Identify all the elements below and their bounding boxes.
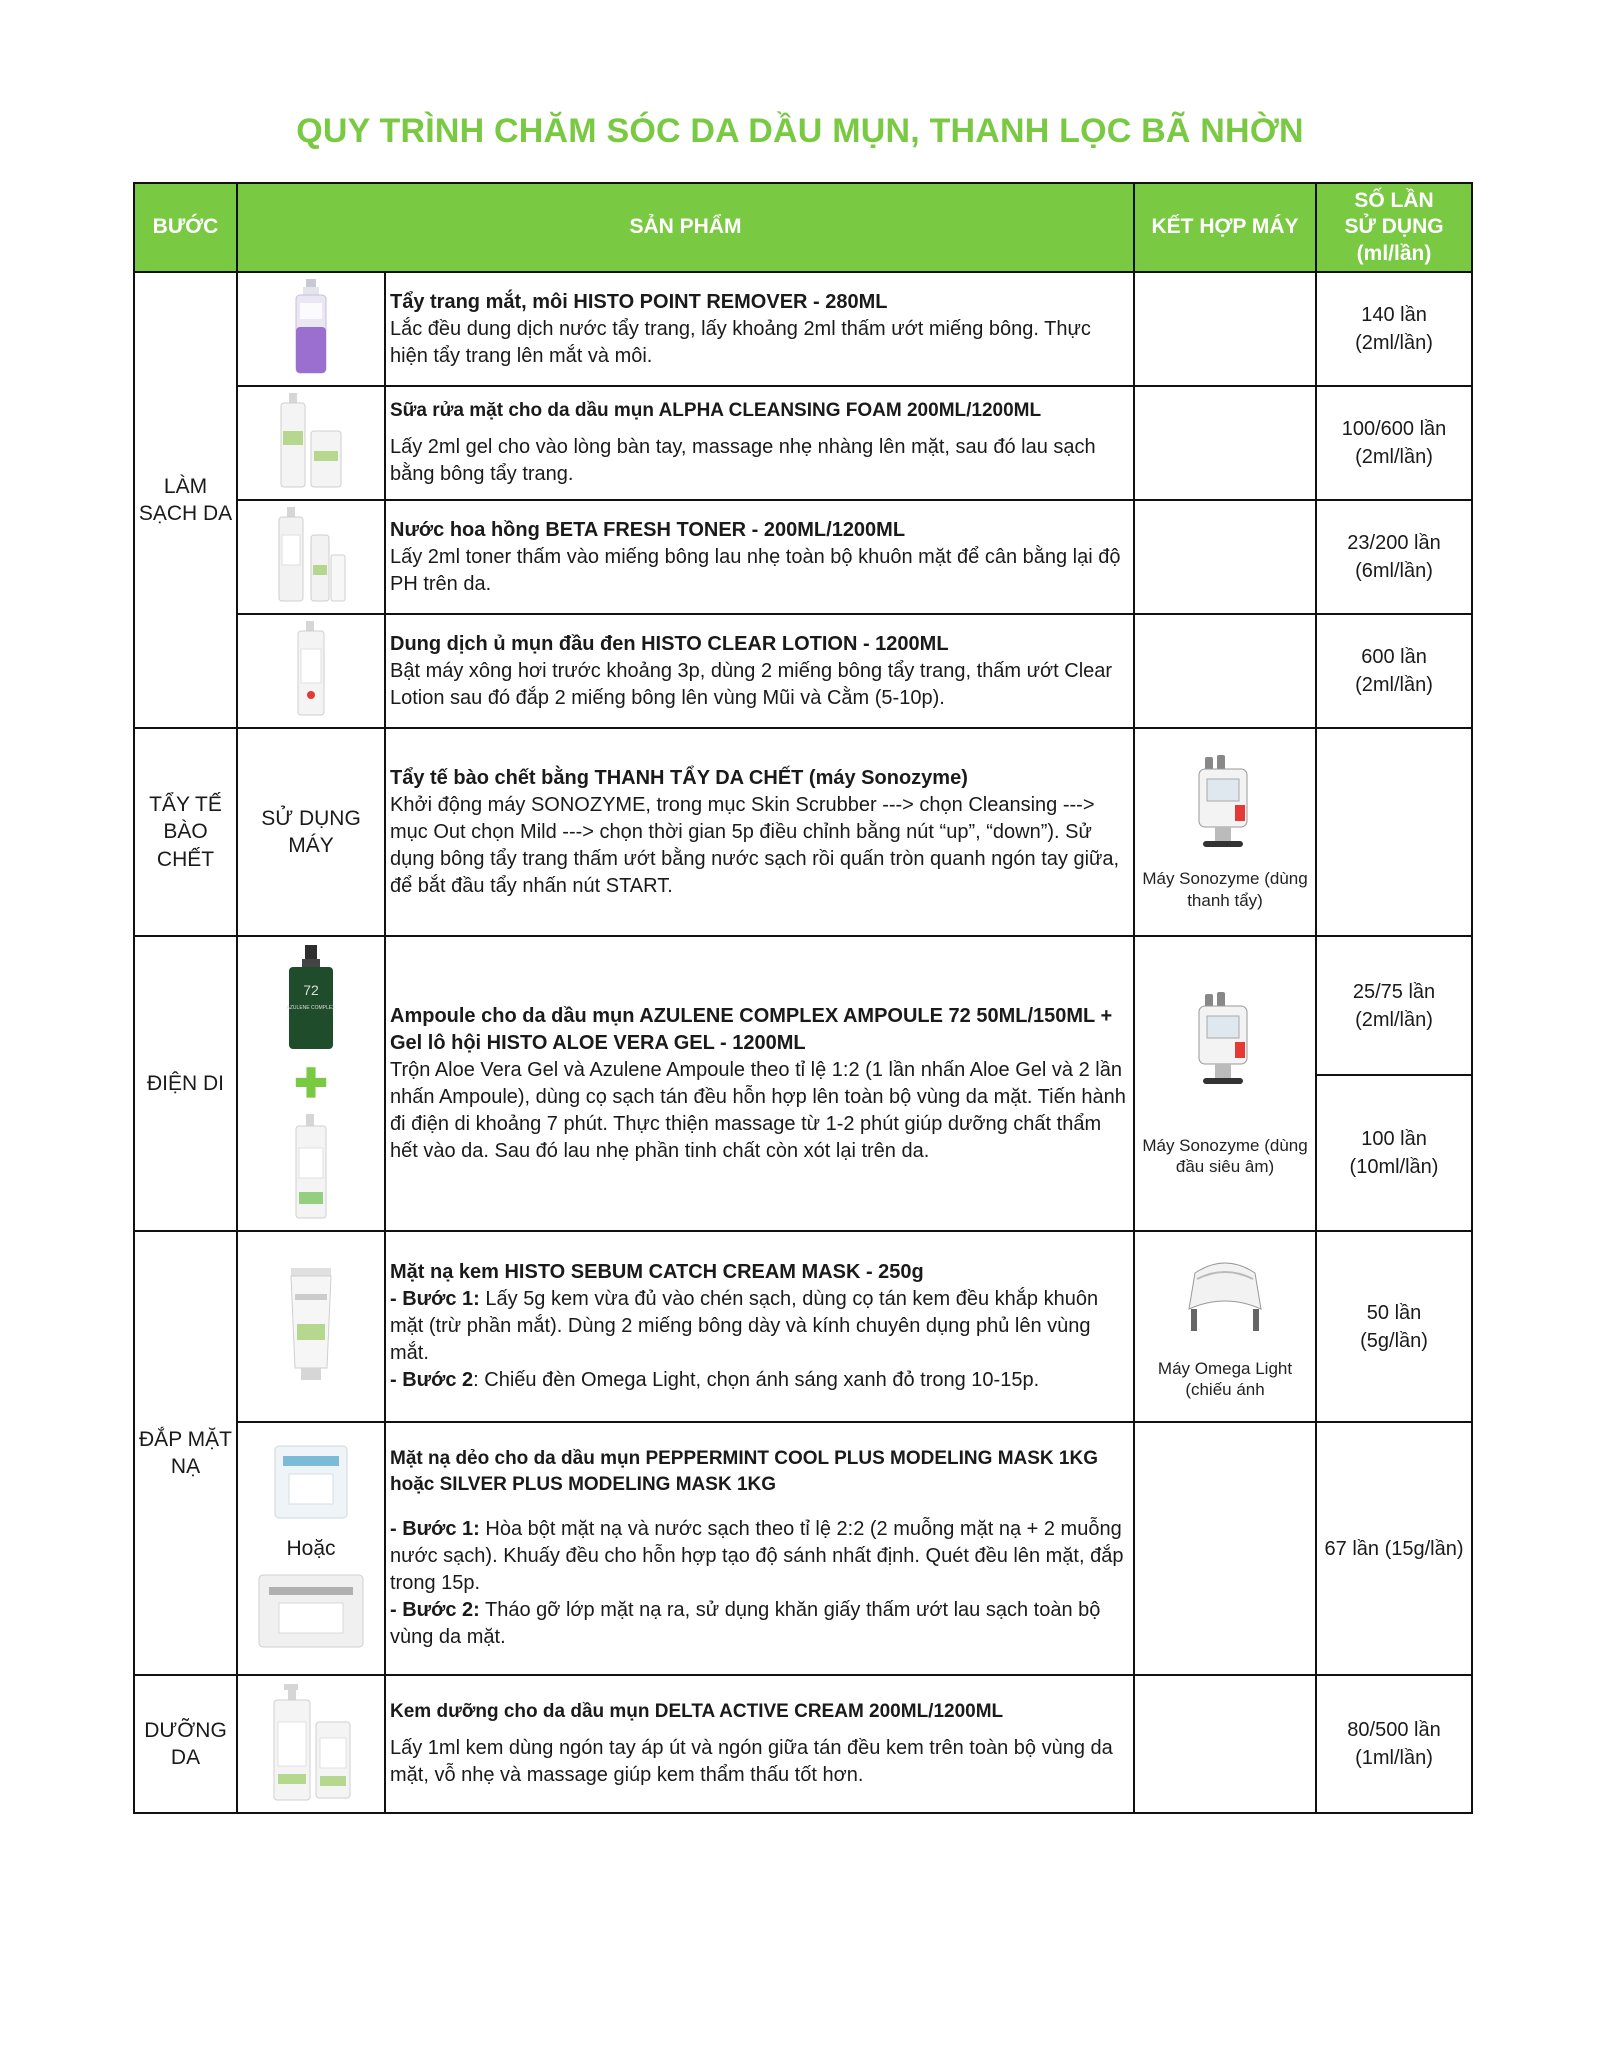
product-description — [385, 1231, 1134, 1422]
silver-mask-bag-icon — [255, 1573, 367, 1649]
step1-label: - Bước 1: — [390, 1288, 480, 1310]
product-description — [385, 614, 1134, 728]
or-label: Hoặc — [286, 1536, 336, 1560]
omega-light-machine-icon — [1175, 1253, 1275, 1343]
plus-icon: ✚ — [294, 1061, 328, 1106]
product-image-cell — [237, 386, 385, 500]
product-description — [385, 500, 1134, 614]
product-description — [385, 272, 1134, 386]
usage-count-times: 600 lần — [1361, 646, 1427, 668]
active-cream-bottles-icon — [266, 1682, 356, 1802]
header-count-line1: SỐ LẦN — [1354, 189, 1434, 213]
uses-machine-label: SỬ DỤNG MÁY — [237, 728, 385, 936]
usage-count-times: 140 lần — [1361, 304, 1427, 326]
usage-count-empty — [1316, 728, 1472, 936]
step-mask: ĐẮP MẶT NẠ — [134, 1231, 237, 1675]
cleansing-foam-bottles-icon — [271, 391, 351, 491]
product-image-cell — [237, 614, 385, 728]
usage-count-dose: (10ml/lần) — [1349, 1156, 1439, 1178]
ampoule-label-text: AZULENE COMPLEX — [286, 1004, 336, 1011]
ampoule-label-number: 72 — [303, 981, 319, 998]
product-title: Mặt nạ kem HISTO SEBUM CATCH CREAM MASK - 250g — [390, 1261, 924, 1283]
header-count-line3: (ml/lần) — [1356, 241, 1432, 265]
table-header-row — [134, 183, 1472, 272]
product-title: Tẩy trang mắt, môi HISTO POINT REMOVER - 280ML — [390, 290, 888, 313]
step1-body: Lấy 5g kem vừa đủ vào chén sạch, dùng cọ tán kem đều khắp khuôn mặt (trừ phần mắt). Dùng 2 miếng bông dày và kính chuyên dụng phủ lên vùng mắt. — [390, 1288, 1099, 1364]
table-row — [134, 614, 1472, 728]
table-row — [134, 1231, 1472, 1422]
product-instructions: Bật máy xông hơi trước khoảng 3p, dùng 2 miếng bông tẩy trang, thấm ướt Clear Lotion sau đó đắp 2 miếng bông lên vùng Mũi và Cằm (5-10p). — [390, 659, 1113, 709]
machine-cell-empty — [1134, 1675, 1316, 1813]
step1-label: - Bước 1: — [390, 1517, 480, 1540]
usage-count-dose: (2ml/lần) — [1355, 1008, 1433, 1031]
step-cleanse: LÀM SẠCH DA — [134, 272, 237, 728]
step2-body: : Chiếu đèn Omega Light, chọn ánh sáng xanh đỏ trong 10-15p. — [473, 1369, 1040, 1391]
step1-body: Hòa bột mặt nạ và nước sạch theo tỉ lệ 2:2 (2 muỗng mặt nạ + 2 muỗng nước sạch). Khuấy đều cho hỗn hợp tạo độ sánh nhất định. Quét đều lên mặt, đắp trong 15p. — [390, 1517, 1124, 1594]
usage-count — [1316, 500, 1472, 614]
aloe-gel-bottle-icon — [286, 1112, 336, 1220]
step2-text — [390, 1597, 1129, 1651]
machine-cell — [1134, 1231, 1316, 1422]
product-title-line2: Gel lô hội HISTO ALOE VERA GEL - 1200ML — [390, 1031, 806, 1054]
product-description — [385, 386, 1134, 500]
table-row — [134, 500, 1472, 614]
product-description — [385, 1675, 1134, 1813]
procedure-table — [133, 182, 1473, 1814]
product-image-cell — [237, 936, 385, 1231]
cream-mask-tube-icon — [281, 1264, 341, 1384]
table-row — [134, 386, 1472, 500]
product-title-line1: Ampoule cho da dầu mụn AZULENE COMPLEX AMPOULE 72 50ML/150ML + — [390, 1004, 1113, 1027]
machine-label: Máy Sonozyme (dùng thanh tẩy) — [1142, 869, 1308, 910]
header-count — [1316, 183, 1472, 272]
product-title: Kem dưỡng cho da dầu mụn DELTA ACTIVE CREAM 200ML/1200ML — [390, 1701, 1004, 1723]
machine-label: Máy Sonozyme (dùng đầu siêu âm) — [1142, 1135, 1308, 1177]
usage-count-dose: (2ml/lần) — [1355, 332, 1433, 354]
clear-lotion-bottle-icon — [286, 619, 336, 719]
table-row — [134, 728, 1472, 936]
point-remover-bottle-icon — [286, 277, 336, 377]
machine-cell-empty — [1134, 614, 1316, 728]
product-title: Nước hoa hồng BETA FRESH TONER - 200ML/1200ML — [390, 518, 906, 541]
page-title: QUY TRÌNH CHĂM SÓC DA DẦU MỤN, THANH LỌC BÃ NHỜN — [296, 112, 1304, 150]
usage-count — [1316, 386, 1472, 500]
ampoule-bottle-icon — [281, 943, 341, 1051]
sonozyme-machine-icon — [1185, 990, 1265, 1090]
product-description — [385, 936, 1134, 1231]
usage-count-dose: (5g/lần) — [1360, 1329, 1428, 1352]
machine-cell-empty — [1134, 272, 1316, 386]
product-title: Tẩy tế bào chết bằng THANH TẨY DA CHẾT (máy Sonozyme) — [390, 766, 968, 789]
product-title: Dung dịch ủ mụn đầu đen HISTO CLEAR LOTION - 1200ML — [390, 632, 949, 655]
peppermint-mask-bag-icon — [271, 1444, 351, 1520]
step2-text — [390, 1367, 1129, 1394]
product-description — [385, 1422, 1134, 1675]
table-row — [134, 936, 1472, 1075]
product-instructions: Lắc đều dung dịch nước tẩy trang, lấy khoảng 2ml thấm ướt miếng bông. Thực hiện tẩy trang lên mắt và môi. — [390, 317, 1091, 367]
step-exfoliate: TẨY TẾ BÀO CHẾT — [134, 728, 237, 936]
machine-cell — [1134, 728, 1316, 936]
product-title: Sữa rửa mặt cho da dầu mụn ALPHA CLEANSING FOAM 200ML/1200ML — [390, 400, 1042, 422]
table-row — [134, 1675, 1472, 1813]
machine-cell-empty — [1134, 386, 1316, 500]
product-image-cell — [237, 1231, 385, 1422]
header-product: SẢN PHẨM — [237, 183, 1134, 272]
usage-count — [1316, 936, 1472, 1075]
usage-count-dose: (2ml/lần) — [1355, 674, 1433, 696]
usage-count-times: 100 lần — [1361, 1128, 1427, 1150]
usage-count: 67 lần (15g/lần) — [1316, 1422, 1472, 1675]
usage-count-times: 50 lần — [1366, 1301, 1422, 1324]
product-image-cell — [237, 1675, 385, 1813]
step1-text — [390, 1286, 1129, 1367]
product-instructions: Lấy 2ml toner thấm vào miếng bông lau nhẹ toàn bộ khuôn mặt để cân bằng lại độ PH trên da. — [390, 545, 1121, 595]
usage-count-dose: (6ml/lần) — [1355, 560, 1433, 582]
usage-count-times: 80/500 lần — [1347, 1719, 1441, 1741]
usage-count-dose: (2ml/lần) — [1355, 446, 1433, 468]
usage-count — [1316, 1675, 1472, 1813]
product-instructions: Khởi động máy SONOZYME, trong mục Skin Scrubber ---> chọn Cleansing ---> mục Out chọn Mild ---> chọn thời gian 5p điều chỉnh bằng nút “up”, “down”). Sử dụng bông tẩy trang thấm ướt bằng nước sạch rồi quấn tròn quanh ngón tay giữa, để bắt đầu tẩy nhấn nút START. — [390, 793, 1120, 897]
usage-count — [1316, 1075, 1472, 1231]
product-image-cell — [237, 272, 385, 386]
step-iontophoresis: ĐIỆN DI — [134, 936, 237, 1231]
usage-count — [1316, 614, 1472, 728]
usage-count-times: 100/600 lần — [1341, 418, 1447, 440]
machine-cell-empty — [1134, 1422, 1316, 1675]
product-description — [385, 728, 1134, 936]
table-row — [134, 1422, 1472, 1675]
product-image-cell — [237, 500, 385, 614]
header-step: BƯỚC — [134, 183, 237, 272]
product-instructions: Trộn Aloe Vera Gel và Azulene Ampoule theo tỉ lệ 1:2 (1 lần nhấn Aloe Gel và 2 lần nhấn Ampoule), dùng cọ sạch tán đều hỗn hợp lên toàn bộ vùng da mặt. Tiến hành đi điện di khoảng 7 phút. Thực thiện massage từ 1-2 phút giúp dưỡng chất thẩm hết vào da. Sau đó lau nhẹ phần tinh chất còn xót lại trên da. — [390, 1058, 1126, 1162]
step2-body: Tháo gỡ lớp mặt nạ ra, sử dụng khăn giấy thấm ướt lau sạch toàn bộ vùng da mặt. — [390, 1598, 1101, 1648]
step-moisturize: DƯỠNG DA — [134, 1675, 237, 1813]
usage-count-dose: (1ml/lần) — [1355, 1747, 1433, 1769]
usage-count — [1316, 1231, 1472, 1422]
sonozyme-machine-icon — [1185, 753, 1265, 853]
product-instructions: Lấy 2ml gel cho vào lòng bàn tay, massage nhẹ nhàng lên mặt, sau đó lau sạch bằng bông tẩy trang. — [390, 435, 1096, 485]
machine-label: Máy Omega Light (chiếu ánh — [1157, 1358, 1293, 1400]
usage-count — [1316, 272, 1472, 386]
machine-cell — [1134, 936, 1316, 1231]
usage-count-times: 25/75 lần — [1352, 980, 1436, 1003]
header-count-line2: SỬ DỤNG — [1344, 215, 1444, 239]
step2-label: - Bước 2: — [390, 1598, 480, 1621]
table-row — [134, 272, 1472, 386]
usage-count-times: 23/200 lần — [1347, 532, 1441, 554]
product-title: Mặt nạ dẻo cho da dầu mụn PEPPERMINT COOL PLUS MODELING MASK 1KG hoặc SILVER PLUS MODELING MASK 1KG — [390, 1448, 1098, 1495]
toner-bottles-icon — [271, 505, 351, 605]
step2-label: - Bước 2 — [390, 1369, 474, 1391]
product-image-cell — [237, 1422, 385, 1675]
header-machine: KẾT HỢP MÁY — [1134, 183, 1316, 272]
product-instructions: Lấy 1ml kem dùng ngón tay áp út và ngón giữa tán đều kem trên toàn bộ vùng da mặt, vỗ nhẹ và massage giúp kem thẩm thấu tốt hơn. — [390, 1736, 1113, 1786]
step1-text — [390, 1516, 1129, 1597]
machine-cell-empty — [1134, 500, 1316, 614]
